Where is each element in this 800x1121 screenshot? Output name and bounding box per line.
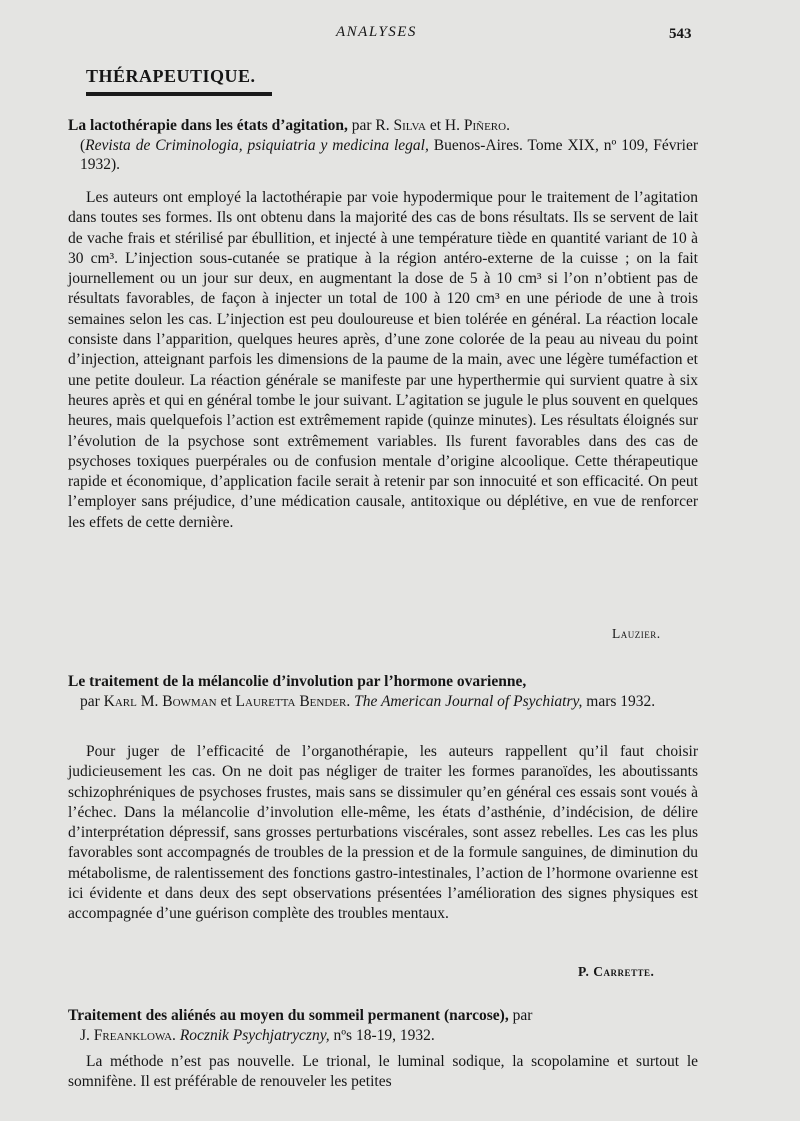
article-1-by: par: [351, 117, 372, 134]
article-2-author-1: Karl M. Bowman: [103, 692, 217, 710]
article-3-author: J. Freanklowa.: [80, 1026, 176, 1044]
article-2-signature: P. Carrette.: [578, 964, 655, 979]
article-1-journal: Revista de Criminologia, psiquiatria y medicina legal,: [85, 136, 429, 154]
article-2-author-2: Lauretta Bender.: [235, 692, 351, 710]
article-3-journal: Rocznik Psychjatryczny,: [179, 1026, 330, 1044]
article-3-heading: [68, 1006, 698, 1045]
section-underline: [86, 92, 272, 96]
article-1-title: La lactothérapie dans les états d’agitation,: [68, 117, 348, 134]
article-2-journal: The American Journal of Psychiatry,: [354, 692, 583, 710]
page-number: 543: [669, 26, 692, 42]
article-1-details: Buenos-Aires. Tome XIX, nº 109, Février 1932).: [80, 136, 699, 173]
article-1-body: Les auteurs ont employé la lactothérapie par voie hypodermique pour le traitement de l’agitation dans toutes ses formes. Ils ont obtenu dans la majorité des cas de bons résultats. Ils se servent de lait de vache frais et stérilisé par ébullition, et injecté à une température tiède en quantité variant de 10 à 30 cm³. L’injection sous-cutanée se pratique à la région antéro-externe de la cuisse ; on la fait journellement ou un jour sur deux, en augmentant la dose de 5 à 10 cm³ si l’on n’obtient pas de résultats favorables, de façon à injecter un total de 100 à 120 cm³ en une période de une à trois semaines selon les cas. L’injection est peu douloureuse et bien tolérée en général. La réaction locale consiste dans l’apparition, quelques heures après, d’une zone colorée de la peau au niveau du point d’injection, atteignant parfois les dimensions de la paume de la main, avec une légère tuméfaction et une petite douleur. La réaction générale se manifeste par une hyperthermie qui survient quatre à six heures après et qui en général tombe le jour suivant. L’agitation se jugule le plus souvent en quelques heures, mais quelquefois l’action est extrêmement rapide (quinze minutes). Les résultats éloignés sur l’évolution de la psychose sont extrêmement variables. Ils furent favorables dans des cas de psychoses toxiques puerpérales ou de confusion mentale d’origine alcoolique. Cette thérapeutique rapide et économique, d’application facile serait à retenir par son innocuité et son efficacité. On peut l’employer sans préjudice, d’une médication causale, antitoxique ou déplétive, en vue de renforcer les effets de cette dernière.: [68, 189, 698, 531]
running-head: ANALYSES: [336, 24, 417, 40]
article-1-author-1: R. Silva: [375, 117, 426, 134]
article-2-details: mars 1932.: [586, 692, 656, 710]
article-2-title: Le traitement de la mélancolie d’involution par l’hormone ovarienne,: [68, 673, 527, 690]
article-1-heading: La lactothérapie dans les états d’agitation, par R. Silva et H. Piñero. (Revista de Criminologia, psiquiatria y medicina legal, Buenos-Aires. Tome XIX, nº 109, Février 1932).: [68, 117, 699, 173]
article-2-heading: [68, 672, 698, 711]
article-2-by: par: [80, 692, 100, 710]
article-2-body: Pour juger de l’efficacité de l’organothérapie, les auteurs rappellent qu’il faut choisir judicieusement les cas. On ne doit pas négliger de traiter les formes paranoïdes, les aboutissants schizophréniques de psychoses frustes, mais sans se dissimuler qu’en général ces essais sont voués à l’échec. Dans la mélancolie d’involution elle-même, les états d’asthénie, d’indécision, de délire d’interprétation dépressif, sans grosses perturbations viscérales, sont assez rebelles. Les cas les plus favorables sont accompagnés de troubles de la pression et de la formule sanguines, de diminution du métabolisme, de ralentissement des fonctions gastro-intestinales, l’action de l’hormone ovarienne est ici évidente et dans deux des sept observations présentées l’amélioration des signes physiques est accompagnée d’une guérison complète des troubles mentaux.: [68, 743, 698, 923]
section-title: THÉRAPEUTIQUE.: [86, 66, 256, 86]
article-3-body: La méthode n’est pas nouvelle. Le trional, le luminal sodique, la scopolamine et surtout le somnifène. Il est préférable de renouveler les petites: [68, 1053, 698, 1091]
article-3-details: nºs 18-19, 1932.: [333, 1026, 435, 1044]
article-3-title: Traitement des aliénés au moyen du sommeil permanent (narcose),: [68, 1007, 509, 1024]
article-3-by: par: [512, 1007, 533, 1024]
article-1-signature: Lauzier.: [612, 626, 661, 641]
article-1-author-2: H. Piñero.: [444, 117, 510, 134]
article-1-and: et: [429, 117, 442, 134]
article-2-and: et: [220, 692, 232, 710]
